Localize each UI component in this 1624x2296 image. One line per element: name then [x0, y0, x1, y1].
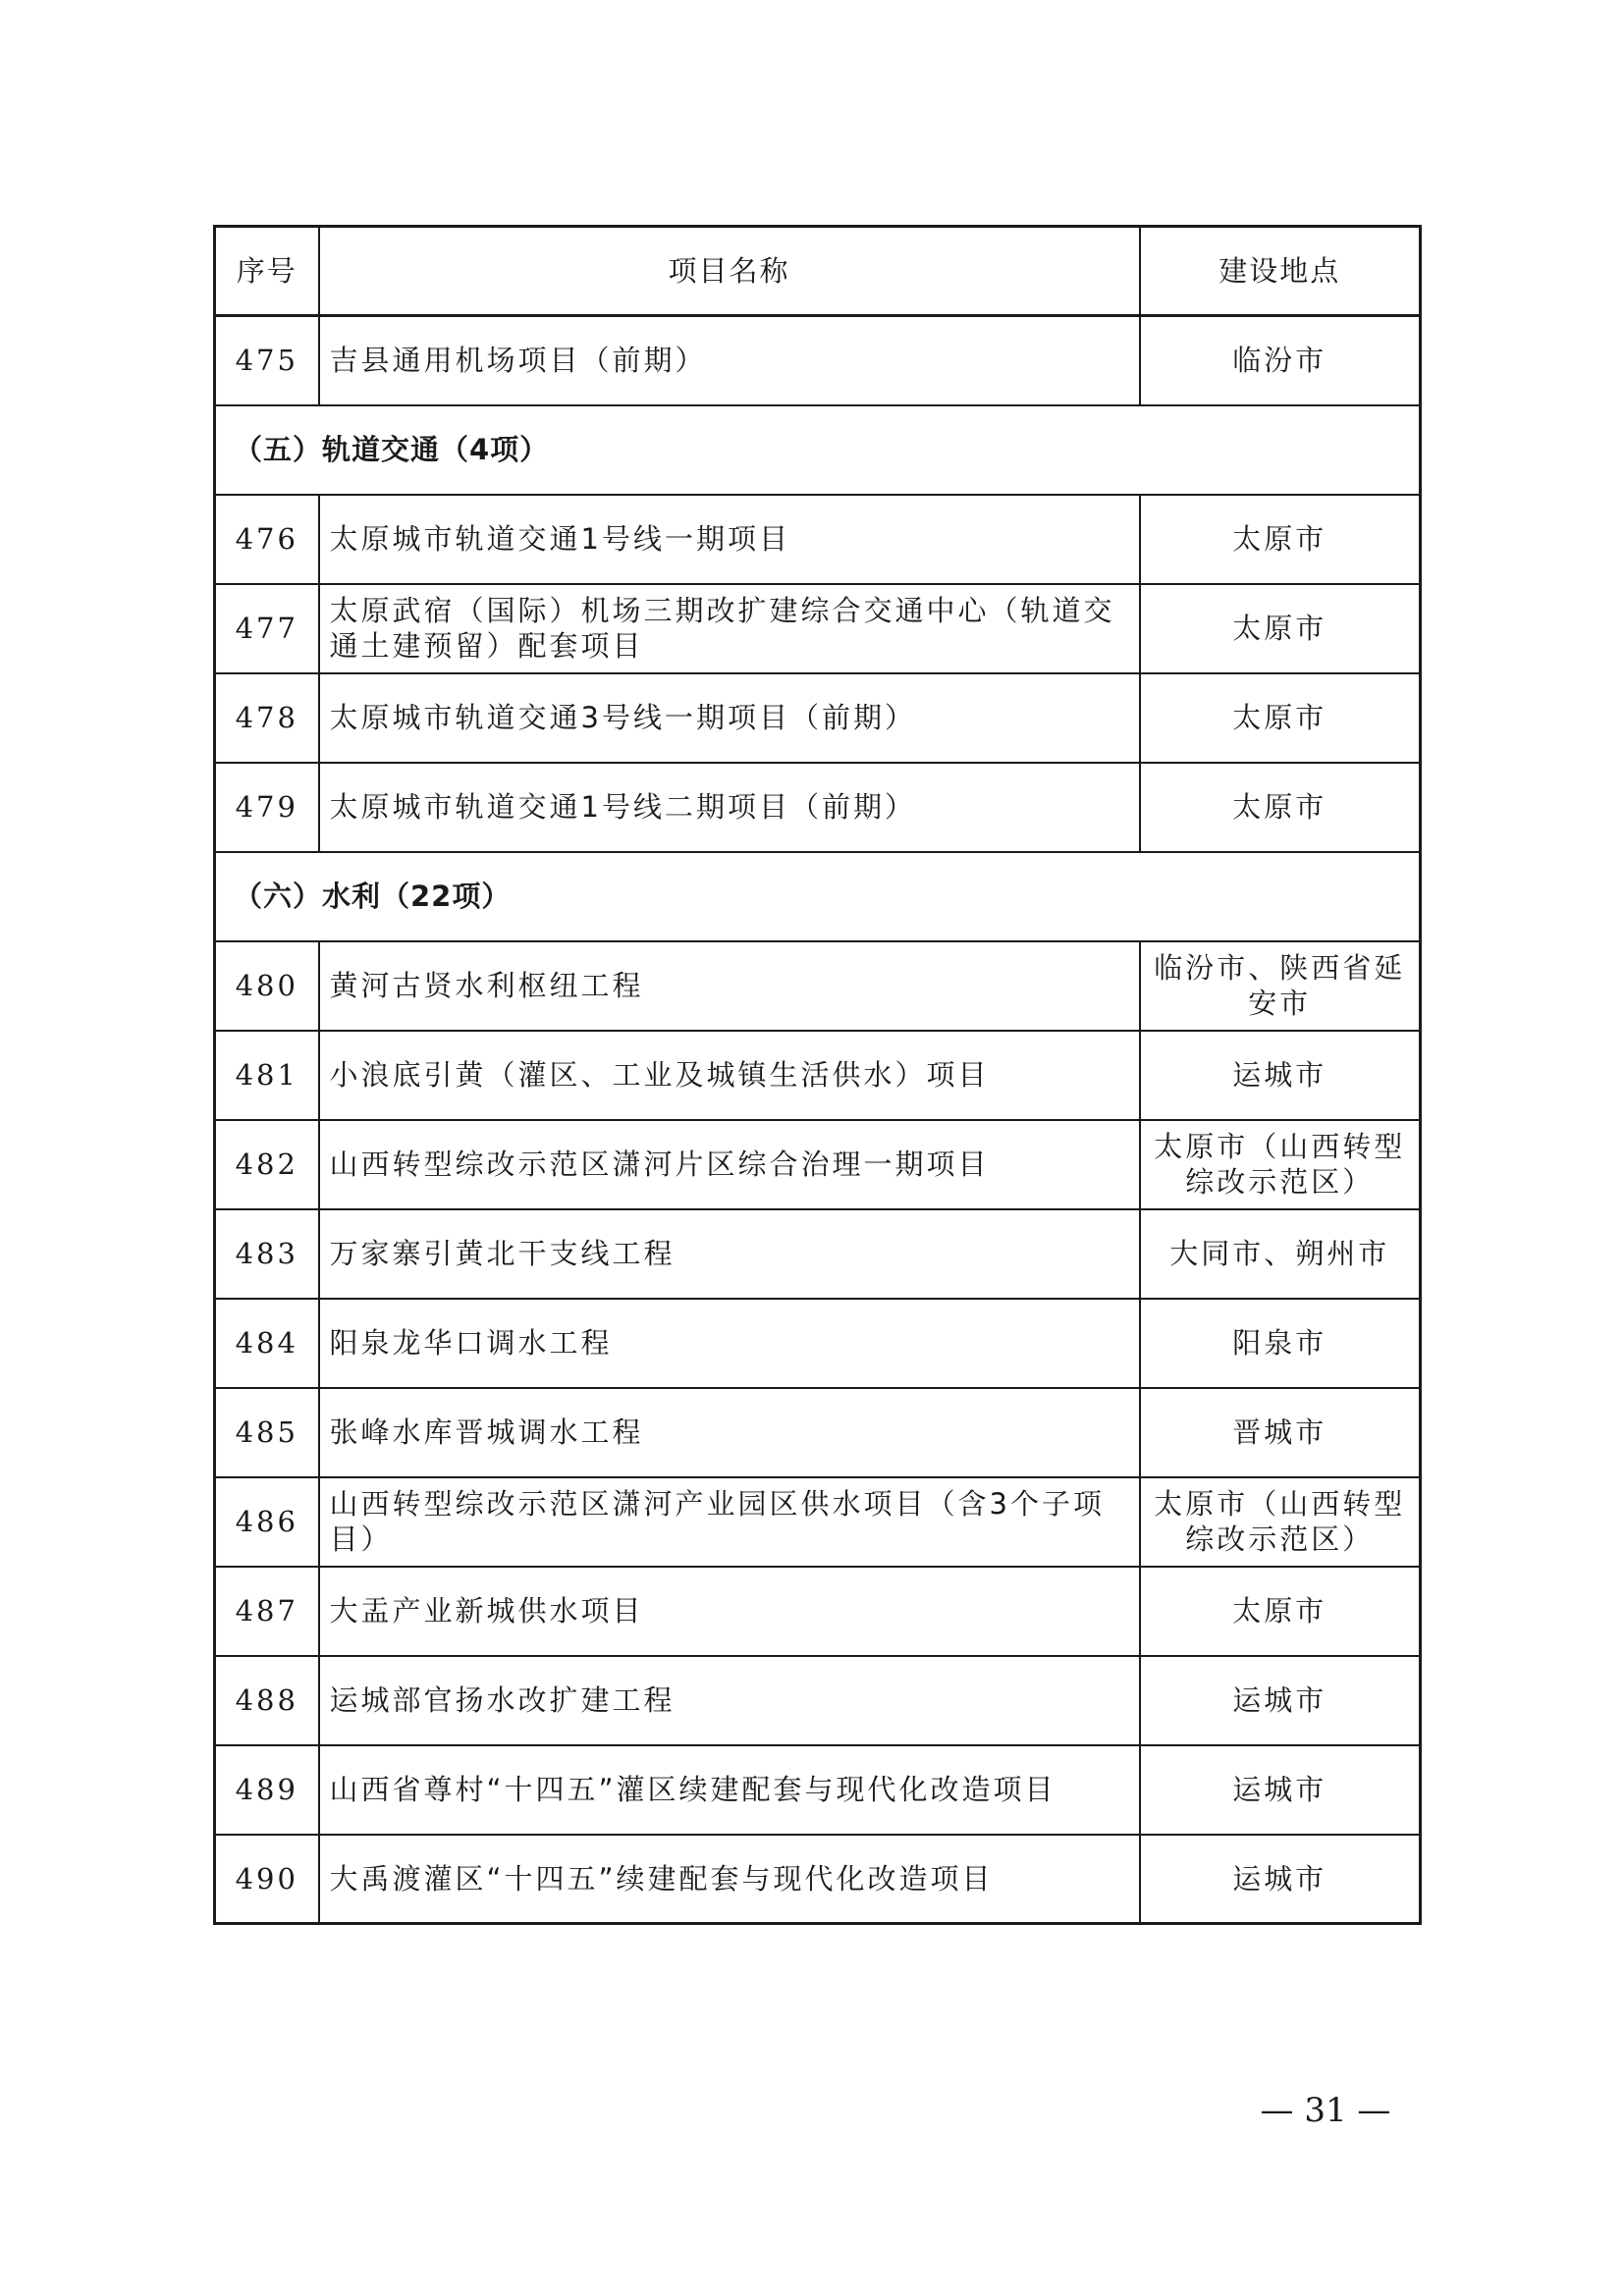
row-location: 太原市	[1140, 584, 1421, 673]
section-title: （六）水利（22项）	[215, 852, 1421, 941]
row-location: 运城市	[1140, 1835, 1421, 1924]
row-project-name: 黄河古贤水利枢纽工程	[319, 941, 1140, 1031]
row-number: 481	[215, 1031, 319, 1120]
table-row	[215, 763, 1421, 852]
project-table	[213, 225, 1422, 1925]
row-project-name: 太原城市轨道交通1号线二期项目（前期）	[319, 763, 1140, 852]
row-location: 晋城市	[1140, 1388, 1421, 1477]
row-project-name: 张峰水库晋城调水工程	[319, 1388, 1140, 1477]
section-title: （五）轨道交通（4项）	[215, 405, 1421, 495]
table-row	[215, 941, 1421, 1031]
row-location: 大同市、朔州市	[1140, 1209, 1421, 1299]
row-location: 太原市	[1140, 763, 1421, 852]
table-row	[215, 1299, 1421, 1388]
row-number: 490	[215, 1835, 319, 1924]
row-project-name: 运城部官扬水改扩建工程	[319, 1656, 1140, 1745]
row-number: 487	[215, 1567, 319, 1656]
table-row	[215, 1745, 1421, 1835]
row-project-name: 山西转型综改示范区潇河产业园区供水项目（含3个子项目）	[319, 1477, 1140, 1567]
row-project-name: 阳泉龙华口调水工程	[319, 1299, 1140, 1388]
page-number: — 31 —	[1260, 2091, 1391, 2130]
header-number: 序号	[215, 227, 319, 316]
row-location: 阳泉市	[1140, 1299, 1421, 1388]
table-row	[215, 495, 1421, 584]
table-row	[215, 673, 1421, 763]
row-number: 480	[215, 941, 319, 1031]
table-row	[215, 1835, 1421, 1924]
row-number: 488	[215, 1656, 319, 1745]
section-row	[215, 852, 1421, 941]
row-project-name: 山西转型综改示范区潇河片区综合治理一期项目	[319, 1120, 1140, 1209]
row-number: 477	[215, 584, 319, 673]
row-number: 476	[215, 495, 319, 584]
row-number: 484	[215, 1299, 319, 1388]
table-row	[215, 1477, 1421, 1567]
table-row	[215, 1209, 1421, 1299]
row-number: 478	[215, 673, 319, 763]
header-name: 项目名称	[319, 227, 1140, 316]
row-number: 485	[215, 1388, 319, 1477]
row-location: 临汾市、陕西省延安市	[1140, 941, 1421, 1031]
table-row	[215, 316, 1421, 405]
row-location: 运城市	[1140, 1656, 1421, 1745]
row-location: 太原市（山西转型综改示范区）	[1140, 1120, 1421, 1209]
row-project-name: 太原武宿（国际）机场三期改扩建综合交通中心（轨道交通土建预留）配套项目	[319, 584, 1140, 673]
header-location: 建设地点	[1140, 227, 1421, 316]
row-location: 太原市（山西转型综改示范区）	[1140, 1477, 1421, 1567]
table-row	[215, 1120, 1421, 1209]
row-location: 运城市	[1140, 1745, 1421, 1835]
table-header-row	[215, 227, 1421, 316]
row-number: 486	[215, 1477, 319, 1567]
row-location: 太原市	[1140, 1567, 1421, 1656]
table-row	[215, 1656, 1421, 1745]
table-row	[215, 584, 1421, 673]
row-location: 太原市	[1140, 673, 1421, 763]
row-project-name: 山西省尊村“十四五”灌区续建配套与现代化改造项目	[319, 1745, 1140, 1835]
row-project-name: 小浪底引黄（灌区、工业及城镇生活供水）项目	[319, 1031, 1140, 1120]
row-project-name: 太原城市轨道交通1号线一期项目	[319, 495, 1140, 584]
row-number: 482	[215, 1120, 319, 1209]
table-row	[215, 1388, 1421, 1477]
row-project-name: 太原城市轨道交通3号线一期项目（前期）	[319, 673, 1140, 763]
table-row	[215, 1031, 1421, 1120]
row-number: 479	[215, 763, 319, 852]
row-location: 临汾市	[1140, 316, 1421, 405]
row-project-name: 万家寨引黄北干支线工程	[319, 1209, 1140, 1299]
row-number: 489	[215, 1745, 319, 1835]
row-project-name: 吉县通用机场项目（前期）	[319, 316, 1140, 405]
table-row	[215, 1567, 1421, 1656]
row-number: 483	[215, 1209, 319, 1299]
row-project-name: 大盂产业新城供水项目	[319, 1567, 1140, 1656]
row-project-name: 大禹渡灌区“十四五”续建配套与现代化改造项目	[319, 1835, 1140, 1924]
section-row	[215, 405, 1421, 495]
row-location: 运城市	[1140, 1031, 1421, 1120]
row-number: 475	[215, 316, 319, 405]
row-location: 太原市	[1140, 495, 1421, 584]
